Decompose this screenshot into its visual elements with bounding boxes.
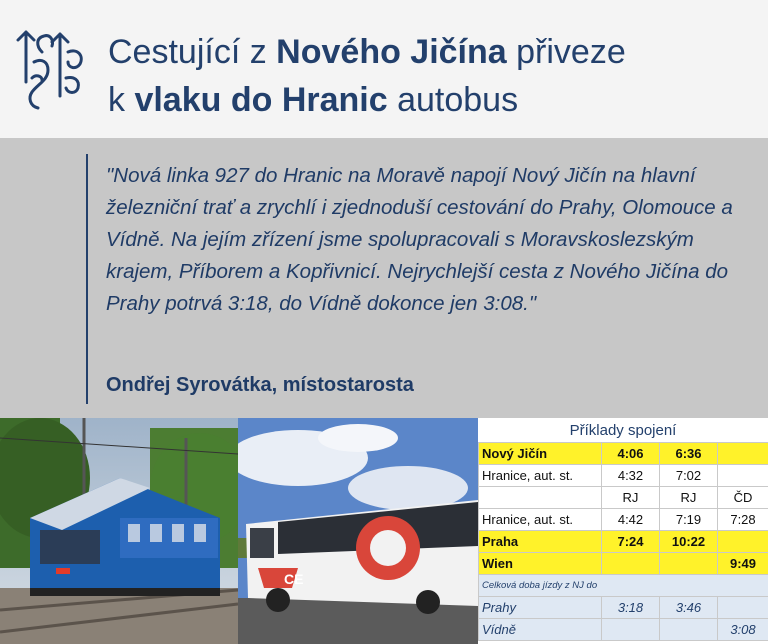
time-cell [718, 443, 768, 465]
time-cell [718, 465, 768, 487]
time-cell [602, 619, 660, 641]
time-cell: 3:18 [602, 597, 660, 619]
table-row [479, 553, 768, 575]
time-cell: 7:24 [602, 531, 660, 553]
timetable-table [478, 442, 768, 641]
row-label: Prahy [479, 597, 602, 619]
time-cell: RJ [602, 487, 660, 509]
time-cell: 10:22 [660, 531, 718, 553]
city-logo-icon [14, 22, 86, 114]
time-cell [660, 553, 718, 575]
time-cell [718, 531, 768, 553]
table-row [479, 487, 768, 509]
row-label: Wien [479, 553, 602, 575]
row-label: Praha [479, 531, 602, 553]
row-label: Vídně [479, 619, 602, 641]
time-cell: 6:36 [660, 443, 718, 465]
time-cell: RJ [660, 487, 718, 509]
quote-author: Ondřej Syrovátka, místostarosta [106, 374, 414, 396]
quote-section [0, 138, 768, 418]
time-cell: 3:08 [718, 619, 768, 641]
quote-accent-bar [86, 154, 88, 404]
table-row [479, 465, 768, 487]
page-title: Cestující z Nového Jičína přiveze k vlaku do Hranic autobus [108, 33, 626, 119]
timetable [478, 418, 768, 644]
table-row [479, 597, 768, 619]
bus-photo [238, 418, 478, 644]
time-cell: 4:06 [602, 443, 660, 465]
row-label: Hranice, aut. st. [479, 509, 602, 531]
time-cell: 4:32 [602, 465, 660, 487]
quote-text: "Nová linka 927 do Hranic na Moravě napojí Nový Jičín na hlavní železniční trať a zrychlí i zjednoduší cestování do Prahy, Olomouce a Vídně. Na jejím zřízení jsme spolupracovali s Moravskoslezským krajem, Příborem a Kopřivnicí. Nejrychlejší cesta z Nového Jičína do Prahy potrvá 3:18, do Vídně dokonce jen 3:08." [106, 164, 733, 315]
header [0, 0, 768, 138]
table-row [479, 509, 768, 531]
train-photo [0, 418, 238, 644]
time-cell: 4:42 [602, 509, 660, 531]
bus-logo-text: CE [284, 571, 304, 587]
table-row [479, 575, 768, 597]
time-cell: 7:19 [660, 509, 718, 531]
row-label [479, 487, 602, 509]
time-cell: 9:49 [718, 553, 768, 575]
row-label: Hranice, aut. st. [479, 465, 602, 487]
time-cell: 7:02 [660, 465, 718, 487]
time-cell: 3:46 [660, 597, 718, 619]
timetable-title: Příklady spojení [569, 422, 677, 439]
row-label: Nový Jičín [479, 443, 602, 465]
time-cell [718, 597, 768, 619]
table-row [479, 443, 768, 465]
time-cell [660, 619, 718, 641]
time-cell: 7:28 [718, 509, 768, 531]
time-cell: ČD [718, 487, 768, 509]
table-row [479, 619, 768, 641]
time-cell [602, 553, 660, 575]
table-row [479, 531, 768, 553]
row-label: Celková doba jízdy z NJ do [479, 575, 768, 597]
